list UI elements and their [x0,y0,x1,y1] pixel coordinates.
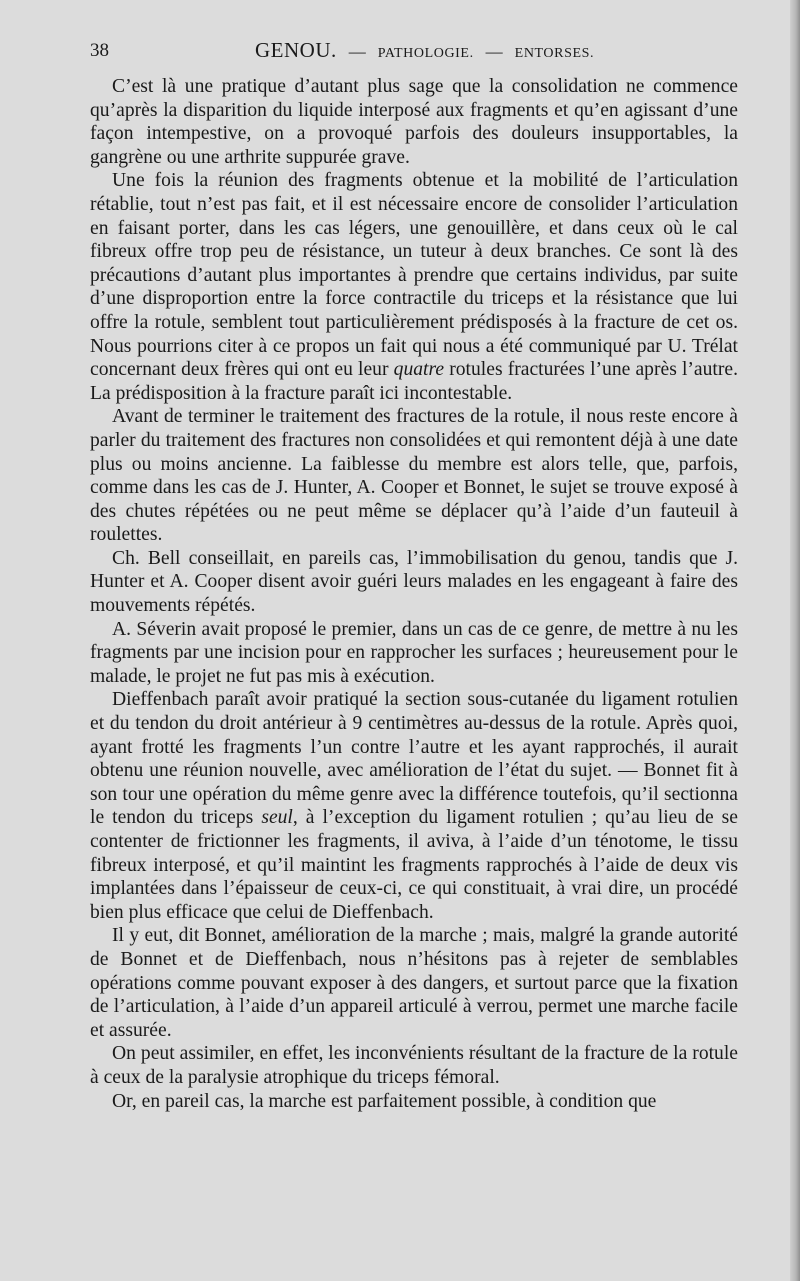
paragraph-text-continued: rotules fracturées l’une après l’autre. La prédisposition à la fracture paraît ici incontestable. [90,359,738,404]
paragraph [90,1042,738,1089]
paragraph [90,405,738,547]
paragraph [90,547,738,618]
paragraph-text: On peut assimiler, en effet, les inconvénients résultant de la fracture de la rotule à ceux de la paralysie atrophique du triceps fémoral. [90,1043,738,1088]
paragraph [90,1090,738,1114]
emphasis-text: quatre [393,359,445,381]
paragraph-text: Ch. Bell conseillait, en pareils cas, l’immobilisation du genou, tandis que J. Hunter et A. Cooper disent avoir guéri leurs malades en les engageant à faire des mouvements répétés. [90,547,738,617]
running-title [255,38,594,63]
paragraph [90,75,738,169]
paragraph-text: C’est là une pratique d’autant plus sage que la consolidation ne commence qu’après la disparition du liquide interposé aux fragments et qu’en agissant d’une façon intempestive, on a provoqué parfois des douleurs insupportables, la gangrène ou une arthrite suppurée grave. [90,76,738,168]
paragraph-text: Une fois la réunion des fragments obtenue et la mobilité de l’articulation rétablie, tout n’est pas fait, et il est nécessaire encore de consolider l’articulation en faisant porter, dans les cas légers, une genouillère, et dans ceux où le cal fibreux offre trop peu de résistance, un tuteur à deux branches. Ce sont là des précautions d’autant plus importantes à prendre que certains individus, par suite d’une disproportion entre la force contractile du triceps et la résistance que lui offre la rotule, semblent tout particulièrement prédisposés à la fracture de cet os. Nous pourrions citer à ce propos un fait qui nous a été communiqué par U. Trélat concernant deux frères qui ont eu leur [90,170,738,381]
emphasis-text: seul [261,807,293,829]
paragraph-text: Or, en pareil cas, la marche est parfaitement possible, à condition que [112,1090,657,1112]
running-title-subsection: ENTORSES. [514,46,595,61]
body-text [90,75,738,1113]
paragraph [90,618,738,689]
paragraph-text: A. Séverin avait proposé le premier, dans un cas de ce genre, de mettre à nu les fragments par une incision pour en rapprocher les surfaces ; heureusement pour le malade, le projet ne fut pas mis à exécution. [90,618,738,687]
page-number: 38 [90,40,109,61]
paragraph-text: Avant de terminer le traitement des fractures de la rotule, il nous reste encore à parler du traitement des fractures non consolidées et qui remontent déjà à une date plus ou moins ancienne. La faiblesse du membre est alors telle, que, parfois, comme dans les cas de J. Hunter, A. Cooper et Bonnet, le sujet se trouve exposé à des chutes répétées ou ne peut même se déplacer qu’à l’aide d’un fauteuil à roulettes. [90,406,738,546]
paragraph-text: Dieffenbach paraît avoir pratiqué la section sous-cutanée du ligament rotulien et du tendon du droit antérieur à 9 centimètres au-dessus de la rotule. Après quoi, ayant frotté les fragments l’un contre l’autre et les ayant rapprochés, il aurait obtenu une réunion nouvelle, avec amélioration de l’état du sujet. — Bonnet fit à son tour une opération du même genre avec la différence toutefois, qu’il sectionna le tendon du triceps [90,689,738,829]
running-title-separator: — [485,42,503,61]
paragraph-text: Il y eut, dit Bonnet, amélioration de la marche ; mais, malgré la grande autorité de Bonnet et de Dieffenbach, nous n’hésitons pas à rejeter de semblables opérations comme pouvant exposer à des dangers, et surtout parce que la fixation de l’articulation, à l’aide d’un appareil articulé à verrou, permet une marche facile et assurée. [90,925,738,1041]
running-title-separator: — [348,42,366,61]
paragraph [90,169,738,405]
running-title-section: PATHOLOGIE. [377,46,474,61]
running-title-main: GENOU. [255,38,337,62]
paragraph [90,924,738,1042]
paragraph-text-continued: , à l’exception du ligament rotulien ; qu’au lieu de se contenter de frictionner les fragments, il aviva, à l’aide d’un ténotome, le tissu fibreux interposé, et qu’il maintint les fragments rapprochés à l’aide de deux vis implantées dans l’épaisseur de ceux-ci, ce qui constituait, à vrai dire, un procédé bien plus efficace que celui de Dieffenbach. [90,807,738,923]
page-spine-edge [790,0,800,1281]
running-header [90,36,740,66]
paragraph [90,688,738,924]
